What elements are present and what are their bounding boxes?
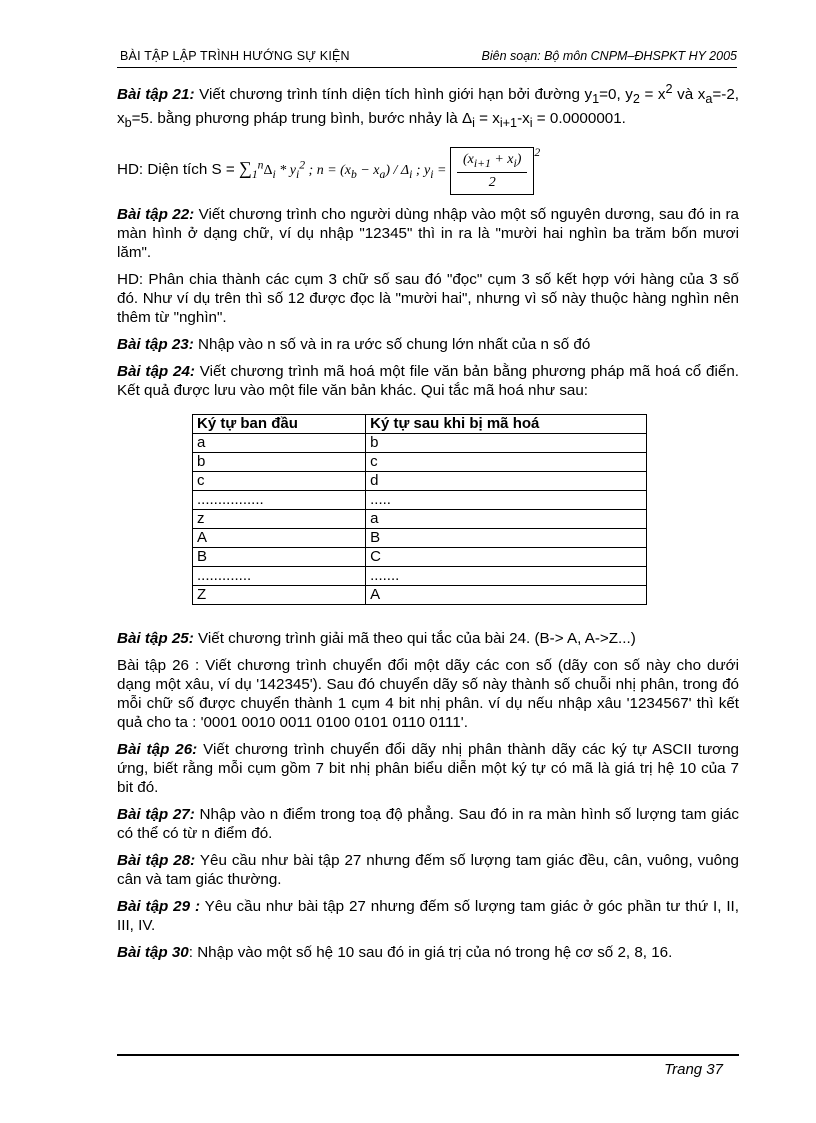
table-row — [193, 510, 647, 529]
subscript: i — [513, 156, 517, 170]
table-cell: B — [366, 529, 647, 548]
table-cell: a — [366, 510, 647, 529]
exercise-text: =-2, x — [117, 86, 739, 128]
exercise-label: Bài tập 26: — [117, 741, 198, 759]
formula-text: ; y — [412, 163, 431, 179]
subscript: b — [124, 116, 132, 131]
table-header-row — [193, 415, 647, 434]
table-row — [193, 472, 647, 491]
encoding-table — [192, 414, 647, 605]
fraction — [457, 150, 527, 193]
exercise-label: Bài tập 23: — [117, 336, 194, 354]
exercise-28 — [117, 851, 739, 889]
table-cell: b — [193, 453, 366, 472]
exercise-25 — [117, 629, 739, 648]
exercise-label: Bài tập 27: — [117, 806, 195, 824]
subscript: i+1 — [473, 156, 491, 170]
sum-upper: n — [257, 158, 264, 172]
table-cell: b — [366, 434, 647, 453]
table-row — [193, 567, 647, 586]
exercise-text: và x — [672, 86, 706, 104]
exercise-label: Bài tập 25: — [117, 630, 194, 648]
exercise-26-ascii — [117, 740, 739, 797]
table-body — [193, 434, 647, 605]
exercise-text: Yêu cầu như bài tập 27 nhưng đếm số lượng tam giác ở góc phần tư thứ I, II, III, IV. — [117, 898, 739, 935]
table-cell: c — [193, 472, 366, 491]
hint-22: HD: Phân chia thành các cụm 3 chữ số sau đó "đọc" cụm 3 số kết hợp với hàng của 3 số đó. Như ví dụ trên thì số 12 được đọc là "mười hai", nhưng vì số này thuộc hàng nghìn nên thêm từ "nghìn". — [117, 271, 739, 327]
fraction-numerator — [457, 150, 527, 174]
exercise-21 — [117, 80, 739, 133]
exercise-27 — [117, 805, 739, 843]
subscript: i — [272, 167, 276, 181]
table-cell: B — [193, 548, 366, 567]
exercise-text: Yêu cầu như bài tập 27 nhưng đếm số lượng tam giác đều, cân, vuông, vuông cân và tam giác thường. — [117, 852, 740, 889]
hint-21-formula — [117, 143, 739, 195]
exercise-label: Bài tập 30 — [117, 944, 189, 962]
subscript: i — [409, 167, 413, 181]
exercise-text: = x — [474, 110, 500, 128]
table-row — [193, 529, 647, 548]
subscript: i — [295, 167, 300, 181]
formula-text: ) — [516, 151, 522, 167]
exercise-text: Viết chương trình giải mã theo qui tắc của bài 24. (B-> A, A->Z...) — [193, 630, 636, 648]
table-row — [193, 453, 647, 472]
formula-text: ; n = (x — [305, 163, 352, 179]
exercise-text: Viết chương trình tính diện tích hình giới hạn bởi đường y — [194, 86, 593, 104]
exercise-label: Bài tập 28: — [117, 852, 196, 870]
exercise-text: Viết chương trình mã hoá một file văn bản bằng phương pháp mã hoá cổ điển. Kết quả được lưu vào một file văn bản khác. Qui tắc mã hoá như sau: — [117, 363, 739, 400]
header-title: BÀI TẬP LẬP TRÌNH HƯỚNG SỰ KIỆN — [120, 49, 350, 63]
exercise-label: Bài tập 22: — [117, 206, 195, 224]
subscript: a — [705, 92, 713, 107]
table-cell: ................ — [193, 491, 366, 510]
exercise-text: -x — [517, 110, 530, 128]
delta-symbol: Δ — [461, 110, 473, 128]
formula-text: (x — [462, 151, 474, 167]
exercise-22 — [117, 205, 739, 262]
page-number: Trang 37 — [664, 1061, 723, 1078]
table-cell: ..... — [366, 491, 647, 510]
table-cell: Z — [193, 586, 366, 605]
subscript: 2 — [632, 92, 640, 107]
exercise-label: Bài tập 21: — [117, 86, 195, 104]
sum-lower: 1 — [251, 167, 258, 181]
exercise-text: =5. bằng phương pháp trung bình, bước nhảy là — [131, 110, 462, 128]
table-cell: ............. — [193, 567, 366, 586]
superscript: 2 — [534, 146, 541, 160]
table-cell: c — [366, 453, 647, 472]
subscript: i+1 — [499, 116, 518, 131]
exercise-text: Nhập vào n số và in ra ước số chung lớn nhất của n số đó — [193, 336, 591, 354]
footer-rule — [117, 1054, 739, 1056]
table-row — [193, 586, 647, 605]
exercise-30 — [117, 943, 739, 962]
subscript: b — [351, 167, 357, 181]
page-header — [117, 47, 737, 68]
hint-prefix: HD: Diện tích S = — [117, 161, 239, 179]
area-formula — [238, 146, 541, 191]
superscript: 2 — [299, 158, 306, 172]
table-cell: a — [193, 434, 366, 453]
formula-text: + x — [490, 151, 514, 167]
column-header: Ký tự ban đầu — [193, 415, 366, 434]
table-cell: A — [366, 586, 647, 605]
fraction-denominator: 2 — [488, 175, 496, 191]
table-cell: ....... — [366, 567, 647, 586]
column-header: Ký tự sau khi bị mã hoá — [366, 415, 647, 434]
exercise-text: =0, y — [599, 86, 633, 104]
subscript: a — [379, 167, 386, 181]
page-content — [117, 80, 739, 970]
bracket-group — [450, 147, 534, 196]
exercise-text: Viết chương trình chuyển đổi dãy nhị phân thành dãy các ký tự ASCII tương ứng, biết rằng mỗi cụm gồm 7 bit nhị phân biểu diễn một ký tự có mã là giá trị hệ 10 của 7 bit đó. — [117, 741, 739, 797]
superscript: 2 — [665, 82, 673, 96]
exercise-text: : Nhập vào một số hệ 10 sau đó in giá trị của nó trong hệ cơ số 2, 8, 16. — [188, 944, 673, 962]
subscript: i — [529, 116, 533, 131]
exercise-label: Bài tập 29 : — [117, 898, 201, 916]
exercise-29 — [117, 897, 739, 935]
table-row — [193, 548, 647, 567]
table-cell: d — [366, 472, 647, 491]
table-cell: C — [366, 548, 647, 567]
exercise-label: Bài tập 24: — [117, 363, 195, 381]
table-cell: z — [193, 510, 366, 529]
exercise-23 — [117, 335, 739, 354]
formula-text: * y — [275, 163, 296, 179]
formula-text: ) / Δ — [385, 163, 410, 179]
formula-text: − x — [356, 163, 380, 179]
exercise-text: Nhập vào n điểm trong toạ độ phẳng. Sau đó in ra màn hình số lượng tam giác có thể có từ n điểm đó. — [117, 806, 739, 843]
exercise-26-conversion: Bài tập 26 : Viết chương trình chuyển đổi một dãy các con số (dãy con số này cho dưới dạng một xâu, ví dụ '142345'). Sau đó chuyển dãy số này thành số chuỗi nhị phân, trong đó mỗi chữ số được chuyển thành 1 cụm 4 bit nhị phân. ví dụ nếu nhập xâu '1234567' thì kết quả cho ta : '0001 0010 0011 0100 0101 0110 0111'. — [117, 657, 739, 732]
exercise-text: = 0.0000001. — [532, 110, 626, 128]
exercise-24 — [117, 362, 739, 400]
subscript: 1 — [592, 92, 600, 107]
exercise-text: = x — [639, 86, 666, 104]
header-author: Biên soạn: Bộ môn CNPM–ĐHSPKT HY 2005 — [481, 49, 737, 63]
sum-symbol: ∑ — [238, 158, 252, 179]
delta-symbol: Δ — [263, 163, 273, 179]
subscript: i — [430, 167, 434, 181]
table-cell: A — [193, 529, 366, 548]
table-row — [193, 434, 647, 453]
subscript: i — [472, 116, 475, 131]
exercise-text: Viết chương trình cho người dùng nhập vào một số nguyên dương, sau đó in ra màn hình ở dạng chữ, ví dụ nhập "12345" thì in ra là "mười hai nghìn ba trăm bốn mươi lăm". — [117, 206, 739, 262]
table-row — [193, 491, 647, 510]
formula-text: = — [433, 163, 450, 179]
